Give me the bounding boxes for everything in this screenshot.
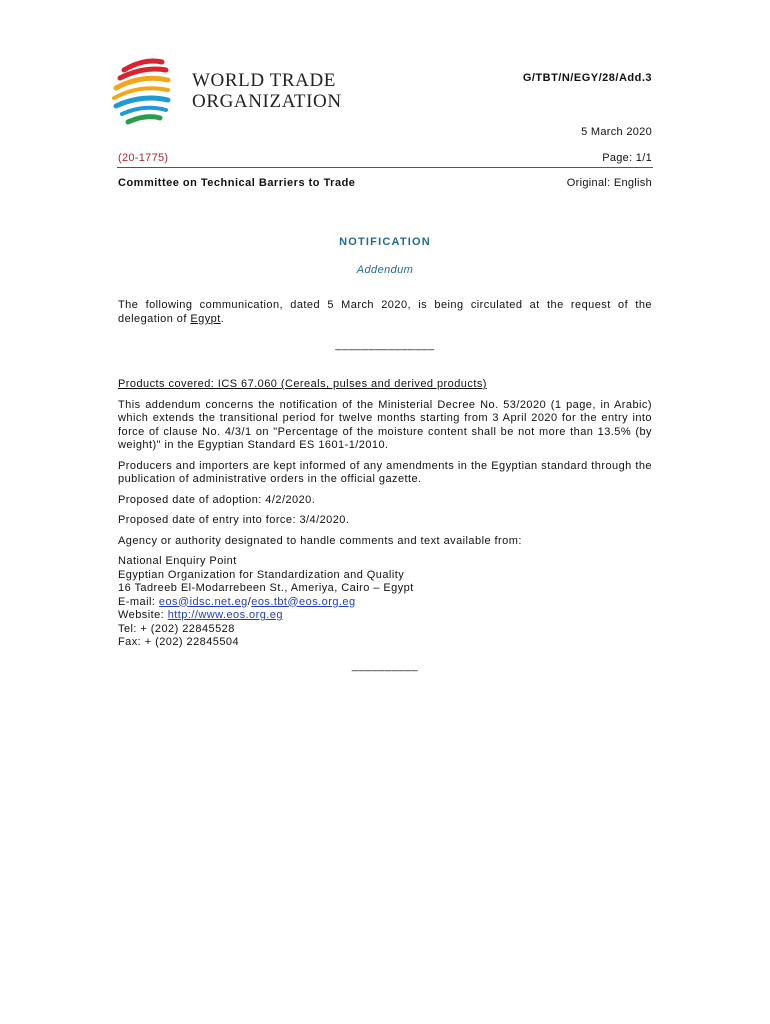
wto-logo-wordmark bbox=[192, 70, 342, 112]
wto-globe-icon bbox=[110, 56, 174, 128]
document-symbol: G/TBT/N/EGY/28/Add.3 bbox=[522, 72, 652, 84]
page-number: Page: 1/1 bbox=[602, 152, 652, 164]
contact-line-1: National Enquiry Point bbox=[118, 555, 237, 567]
member-name: Egypt bbox=[190, 313, 221, 325]
contact-block bbox=[118, 555, 652, 650]
contact-email-row bbox=[118, 596, 652, 610]
header-divider bbox=[117, 167, 653, 168]
contact-line-3: 16 Tadreeb El-Modarrebeen St., Ameriya, Cairo – Egypt bbox=[118, 582, 414, 594]
products-covered: Products covered: ICS 67.060 (Cereals, pulses and derived products) bbox=[118, 378, 487, 390]
email-label: E-mail: bbox=[118, 595, 159, 608]
email-link-2[interactable]: eos.tbt@eos.org.eg bbox=[251, 595, 356, 608]
document-date: 5 March 2020 bbox=[581, 126, 652, 138]
committee-name: Committee on Technical Barriers to Trade bbox=[118, 177, 356, 189]
agency-label: Agency or authority designated to handle comments and text available from: bbox=[118, 534, 522, 547]
intro-text: The following communication, dated 5 March 2020, is being circulated at the request of the delegation of bbox=[118, 299, 652, 325]
email-separator: / bbox=[247, 595, 252, 608]
end-separator: __________ bbox=[351, 660, 419, 672]
section-separator: _______________ bbox=[335, 339, 435, 351]
adoption-date: Proposed date of adoption: 4/2/2020. bbox=[118, 493, 316, 506]
website-label: Website: bbox=[118, 609, 168, 621]
contact-tel: Tel: + (202) 22845528 bbox=[118, 622, 235, 635]
logo-line-2: ORGANIZATION bbox=[192, 91, 342, 112]
body-paragraph-2: Producers and importers are kept informed of any amendments in the Egyptian standard through the publication of administrative orders in the official gazette. bbox=[118, 459, 652, 485]
website-link[interactable]: http://www.eos.org.eg bbox=[167, 609, 283, 621]
intro-paragraph bbox=[118, 298, 652, 326]
entry-into-force-date: Proposed date of entry into force: 3/4/2020. bbox=[118, 514, 350, 526]
contact-fax: Fax: + (202) 22845504 bbox=[118, 636, 240, 648]
contact-website-row bbox=[118, 609, 652, 623]
body-paragraph-1: This addendum concerns the notification of the Ministerial Decree No. 53/2020 (1 page, in Arabic) which extends the transitional period for twelve months starting from 3 April 2020 for the entry into force of clause No. 4/3/1 on "Percentage of the moisture content shall be not more than 13.5% (by weight)" in the Egyptian Standard ES 1601-1/2010. bbox=[118, 398, 652, 451]
wto-logo bbox=[110, 56, 350, 132]
notification-heading: NOTIFICATION bbox=[339, 236, 431, 248]
addendum-body bbox=[118, 378, 652, 650]
contact-line-2: Egyptian Organization for Standardization and Quality bbox=[118, 568, 405, 581]
original-language: Original: English bbox=[566, 177, 652, 189]
logo-line-1: WORLD TRADE bbox=[192, 70, 336, 91]
email-link-1[interactable]: eos@idsc.net.eg bbox=[158, 595, 248, 608]
intro-end: . bbox=[220, 313, 225, 325]
addendum-subheading: Addendum bbox=[356, 264, 414, 276]
document-number: (20-1775) bbox=[118, 152, 169, 164]
